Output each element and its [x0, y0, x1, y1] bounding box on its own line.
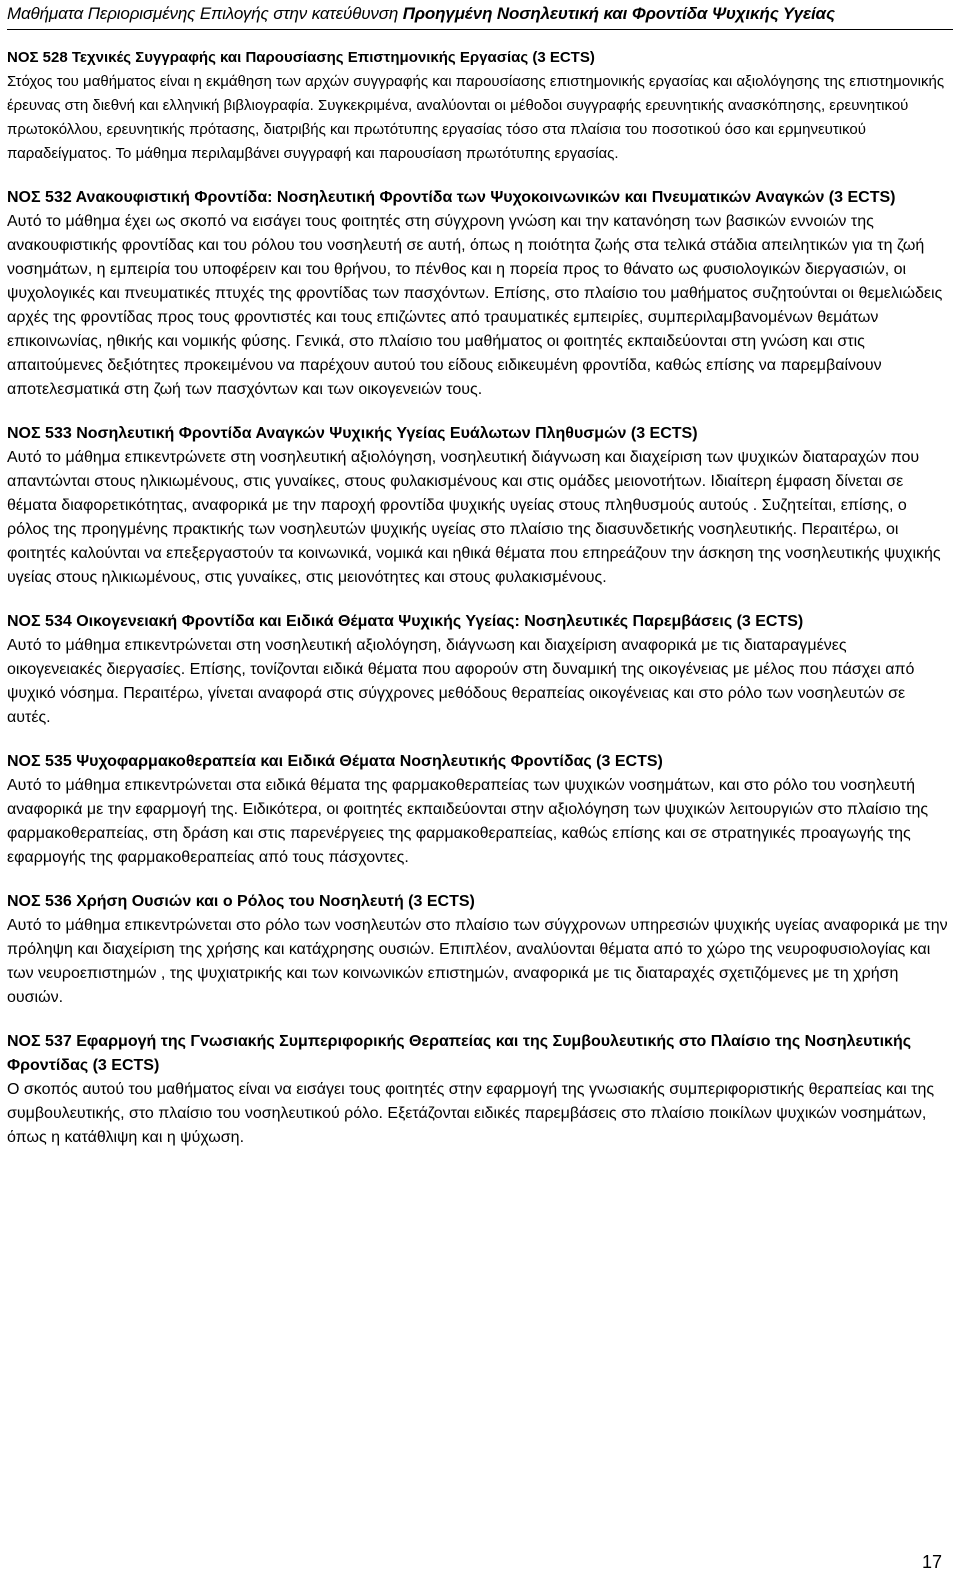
course-description: Ο σκοπός αυτού του μαθήματος είναι να εισάγει τους φοιτητές στην εφαρμογή της γνωσιακής συμπεριφοριστικής θεραπείας και της συμβουλευτικής, στο πλαίσιο του νοσηλευτικού ρόλο. Εξετάζονται ειδικές παρεμβάσεις στο πλαίσιο ποικίλων ψυχικών νοσημάτων, όπως η κατάθλιψη και η ψύχωση.	[7, 1081, 935, 1146]
header-divider	[7, 29, 953, 30]
course-title: ΝΟΣ 534 Οικογενειακή Φροντίδα και Ειδικά Θέματα Ψυχικής Υγείας: Νοσηλευτικές Παρεμβάσεις (3 ECTS)	[7, 613, 804, 630]
course-description: Αυτό το μάθημα επικεντρώνεται στα ειδικά θέματα της φαρμακοθεραπείας των ψυχικών νοσημάτων, και στο ρόλο του νοσηλευτή αναφορικά με την εφαρμογή της. Ειδικότερα, οι φοιτητές εκπαιδεύονται στην αξιολόγηση των ψυχικών λειτουργιών στο πλαίσιο της φαρμακοθεραπείας, στη δράση και στις παρενέργειες της φαρμακοθεραπείας, καθώς επίσης και σε στρατηγικές προαγωγής της εφαρμογής της φαρμακοθεραπείας από τους πάσχοντες.	[7, 777, 929, 866]
page-number: 17	[921, 1552, 942, 1572]
course-description: Αυτό το μάθημα επικεντρώνεται στο ρόλο των νοσηλευτών στο πλαίσιο των σύγχρονων υπηρεσιών ψυχικής υγείας αναφορικά με την πρόληψη και διαχείριση της χρήσης και κατάχρησης ουσιών. Επιπλέον, αναλύονται θέματα από το χώρο της νευροφυσιολογίας και των νευροεπιστημών , της ψυχιατρικής και των κοινωνικών επιστημών, αναφορικά με τις διαταραχές σχετιζόμενες με τη χρήση ουσιών.	[7, 917, 948, 1006]
course-title: ΝΟΣ 532 Ανακουφιστική Φροντίδα: Νοσηλευτική Φροντίδα των Ψυχοκοινωνικών και Πνευματικών Αναγκών (3 ECTS)	[7, 189, 896, 206]
course-section	[7, 890, 953, 1010]
course-section	[7, 1030, 953, 1150]
course-list	[7, 46, 953, 1170]
course-section	[7, 750, 953, 870]
course-title: ΝΟΣ 536 Χρήση Ουσιών και ο Ρόλος του Νοσηλευτή (3 ECTS)	[7, 893, 475, 910]
running-header-lead: Μαθήματα Περιορισμένης Επιλογής στην κατεύθυνση	[7, 4, 403, 23]
course-title: ΝΟΣ 535 Ψυχοφαρμακοθεραπεία και Ειδικά Θέματα Νοσηλευτικής Φροντίδας (3 ECTS)	[7, 753, 663, 770]
running-header-track: Προηγμένη Νοσηλευτική και Φροντίδα Ψυχικής Υγείας	[402, 4, 835, 23]
course-title: ΝΟΣ 537 Εφαρμογή της Γνωσιακής Συμπεριφορικής Θεραπείας και της Συμβουλευτικής στο Πλαίσιο της Νοσηλευτικής Φροντίδας (3 ECTS)	[7, 1033, 912, 1074]
course-description: Αυτό το μάθημα επικεντρώνεται στη νοσηλευτική αξιολόγηση, διάγνωση και διαχείριση αναφορικά με τις διαταραγμένες οικογενειακές διεργασίες. Επίσης, τονίζονται ειδικά θέματα που αφορούν στη δυναμική της οικογένειας με μέλος που πάσχει από ψυχικό νόσημα. Περαιτέρω, γίνεται αναφορά στις σύγχρονες μεθόδους θεραπείας οικογένειας και στο ρόλο των νοσηλευτών σε αυτές.	[7, 637, 915, 726]
course-section	[7, 422, 953, 590]
course-description: Στόχος του μαθήματος είναι η εκμάθηση των αρχών συγγραφής και παρουσίασης επιστημονικής εργασίας και αξιολόγησης της επιστημονικής έρευνας στη διεθνή και ελληνική βιβλιογραφία. Συγκεκριμένα, αναλύονται οι μέθοδοι συγγραφής ερευνητικής ανασκόπησης, ερευνητικού πρωτοκόλλου, ερευνητικής πρότασης, διατριβής και πρωτότυπης εργασίας τόσο στα πλαίσια του ποσοτικού όσο και ερμηνευτικού παραδείγματος. Το μάθημα περιλαμβάνει συγγραφή και παρουσίαση πρωτότυπης εργασίας.	[7, 73, 945, 162]
running-header	[7, 2, 957, 26]
course-section	[7, 186, 953, 402]
course-section	[7, 610, 953, 730]
course-section	[7, 46, 953, 166]
course-title: ΝΟΣ 528 Τεχνικές Συγγραφής και Παρουσίασης Επιστημονικής Εργασίας (3 ECTS)	[7, 49, 595, 66]
course-title: ΝΟΣ 533 Νοσηλευτική Φροντίδα Αναγκών Ψυχικής Υγείας Ευάλωτων Πληθυσμών (3 ECTS)	[7, 425, 698, 442]
course-description: Αυτό το μάθημα επικεντρώνετε στη νοσηλευτική αξιολόγηση, νοσηλευτική διάγνωση και διαχείριση των ψυχικών διαταραχών που απαντώνται στους ηλικιωμένους, στις γυναίκες, στους φυλακισμένους και στις ομάδες μειονοτήτων. Ιδιαίτερη έμφαση δίνεται σε θέματα διαφορετικότητας, αναφορικά με την παροχή φροντίδα ψυχικής υγείας στους πληθυσμούς αυτούς . Συζητείται, επίσης, ο ρόλος της προηγμένης πρακτικής των νοσηλευτών ψυχικής υγείας στο πλαίσιο της διασυνδετικής νοσηλευτικής. Περαιτέρω, οι φοιτητές καλούνται να επεξεργαστούν τα κοινωνικά, νομικά και ηθικά θέματα που επηρεάζουν την άσκηση της νοσηλευτικής ψυχικής υγείας στους ηλικιωμένους, στις γυναίκες, στις μειονότητες και στους φυλακισμένους.	[7, 449, 941, 586]
course-description: Αυτό το μάθημα έχει ως σκοπό να εισάγει τους φοιτητές στη σύγχρονη γνώση και την κατανόηση των βασικών εννοιών της ανακουφιστικής φροντίδας και του ρόλου του νοσηλευτή σε αυτή, όπως η ποιότητα ζωής στα τελικά στάδια απειλητικών για τη ζωή νοσημάτων, η εμπειρία του υποφέρειν και του θρήνου, το πένθος και η πορεία προς το θάνατο ως φυσιολογικών διεργασιών, οι ψυχολογικές και πνευματικές πτυχές της φροντίδας των πασχόντων. Επίσης, στο πλαίσιο του μαθήματος συζητούνται οι θεμελιώδεις αρχές της φροντίδας προς τους φροντιστές και τους επιζώντες από τραυματικές εμπειρίες, συμπεριλαμβανομένων θεμάτων επικοινωνίας, ηθικής και νομικής φύσης. Γενικά, στο πλαίσιο του μαθήματος οι φοιτητές εκπαιδεύονται στη γνώση και στις απαιτούμενες δεξιότητες προκειμένου να παρέχουν αυτού του είδους ειδικευμένη φροντίδα, καθώς επίσης να παρεμβαίνουν αποτελεσματικά στη ζωή των πασχόντων και των οικογενειών τους.	[7, 213, 943, 398]
